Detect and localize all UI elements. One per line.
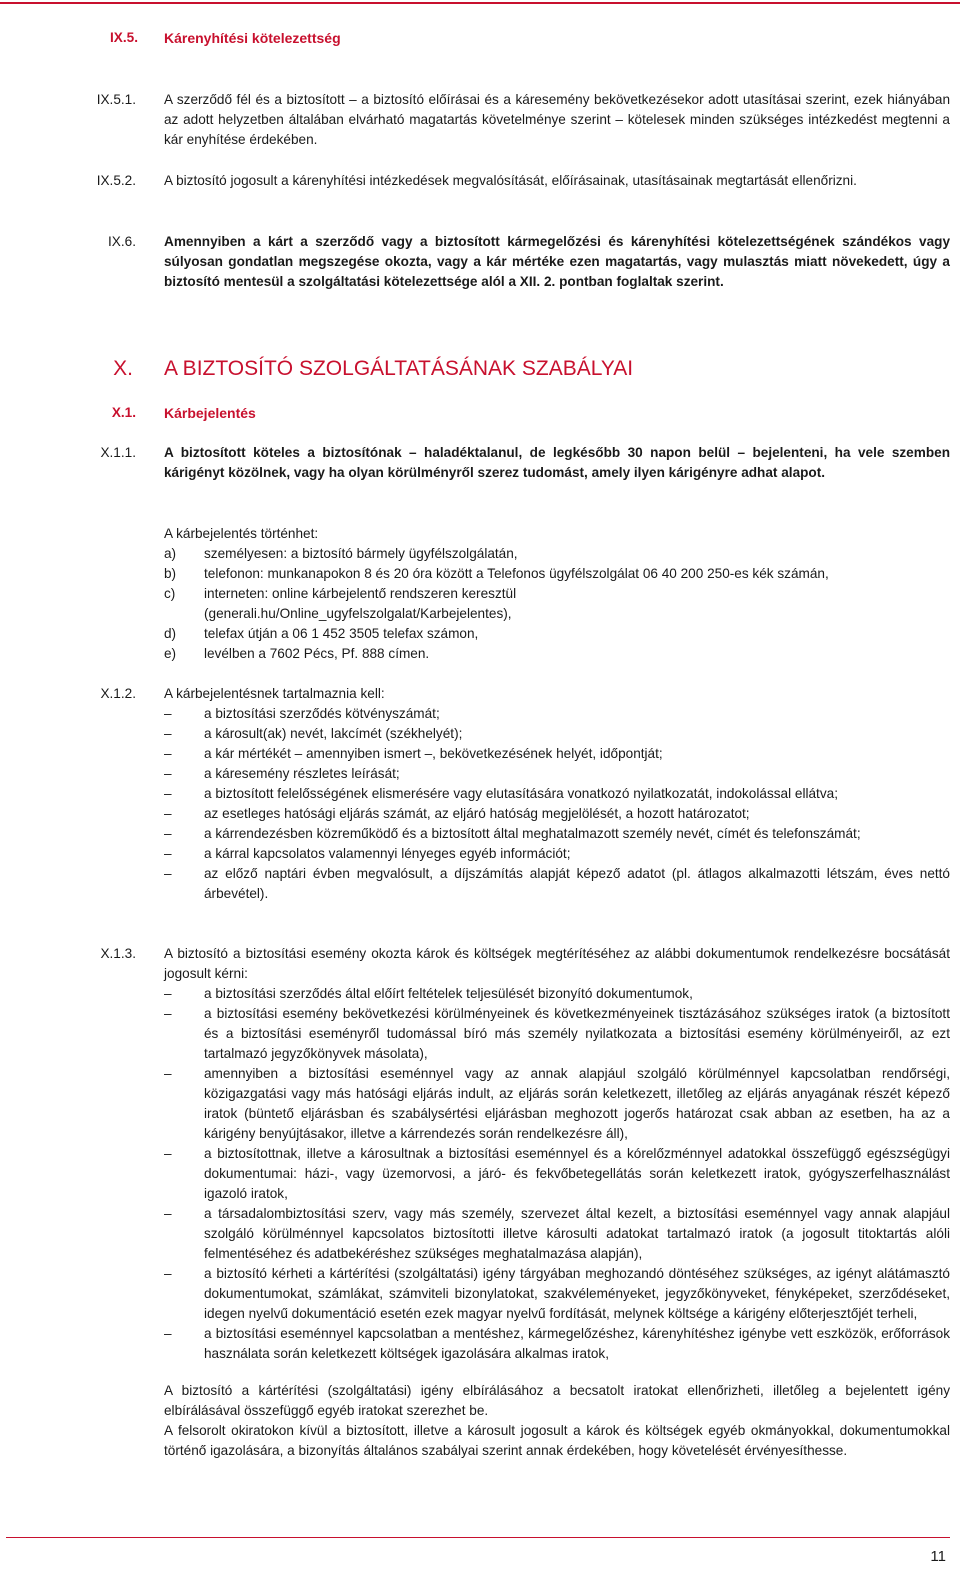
list-item-text: a biztosítási eseménnyel kapcsolatban a mentéshez, kármegelőzéshez, kárenyhítéshez igénybe vett eszközök, erőforrások használata során keletkezett költségek igazolására alkalmas iratok, [204,1326,950,1361]
list-marker: e) [164,646,177,661]
x11-list-intro: A kárbejelentés történhet: [164,526,319,541]
list-item-text: a társadalombiztosítási szerv, vagy más személy, szervezet által kezelt, a biztosítási eseménnyel vagy annak alapjául szolgáló körülménnyel kapcsolatos biztosítotti illetve károsulti adatokat tartalmazó iratok (a jogosult titoktartás alóli felmentéséhez és adatbekéréshez szükséges meghatalmazása alapján), [204,1206,950,1261]
x13-list-intro: A biztosító a biztosítási esemény okozta károk és költségek megtérítéséhez az alábbi dokumentumok rendelkezésre bocsátását jogosult kérni: [164,946,950,981]
list-marker: – [164,1006,172,1021]
list-item-text: amennyiben a biztosítási eseménnyel vagy az annak alapjául szolgáló körülménnyel kapcsolatban rendőrségi, közigazgatási vagy más hatósági eljárás indult, az eljárás során keletkezett, illetőleg az eljárás anyagának részét képező iratok (büntető eljárásban és szabálysértési eljárásban meghozott jogerős határozat csak abban az esetben, ha az a kárigény benyújtásakor, illetve a kárrendezés során rendelkezésre áll), [204,1066,950,1141]
list-item-text: a kár mértékét – amennyiben ismert –, bekövetkezésének helyét, időpontját; [204,746,663,761]
top-rule [0,2,960,4]
para-text-ix51: A szerződő fél és a biztosított – a biztosító előírásai és a káresemény bekövetkezésekor adott utasításai szerint, ezek hiányában az adott helyzetben általában elvárható magatartás követelménye szerint – kötelesek minden szükséges intézkedést megtenni a kár enyhítése érdekében. [164,92,950,147]
list-item [164,844,950,864]
x12-list-intro: A kárbejelentésnek tartalmaznia kell: [164,686,385,701]
list-item-text: a biztosítási szerződés kötvényszámát; [204,706,440,721]
list-item-text: személyesen: a biztosító bármely ügyfélszolgálatán, [204,546,518,561]
section-title-ix5: Kárenyhítési kötelezettség [164,30,341,46]
x13-closing-paragraph-1: A biztosító a kártérítési (szolgáltatási) igény elbírálásához a becsatolt iratokat ellenőrizheti, illetőleg a bejelentett igény elbírálásával összefüggő egyéb iratokat szerezhet be. [164,1383,950,1418]
list-item [164,1204,950,1264]
list-item-text: interneten: online kárbejelentő rendszeren keresztül [204,586,517,601]
list-marker: a) [164,546,177,561]
list-item-text: a kárrendezésben közreműködő és a biztosított által meghatalmazott személy nevét, címét és telefonszámát; [204,826,861,841]
footer-rule [6,1537,950,1538]
list-marker: – [164,1146,172,1161]
list-item-text: a biztosítási szerződés által előírt feltételek teljesülését bizonyító dokumentumok, [204,986,693,1001]
list-marker: – [164,786,172,801]
chapter-number-x: X. [113,357,133,380]
list-item [164,724,950,744]
list-marker: – [164,766,172,781]
section-title-x1: Kárbejelentés [164,405,256,421]
list-marker: – [164,1326,172,1341]
list-item [164,544,950,564]
list-item-text: telefax útján a 06 1 452 3505 telefax számon, [204,626,479,641]
list-marker: b) [164,566,177,581]
list-item [164,1264,950,1324]
list-item-text: a kárral kapcsolatos valamennyi lényeges egyéb információt; [204,846,571,861]
list-item [164,704,950,724]
list-item-text: a káresemény részletes leírását; [204,766,400,781]
list-item [164,624,950,644]
list-item [164,584,950,624]
x13-documents-list [164,984,950,1364]
list-marker: – [164,1206,172,1221]
list-item [164,864,950,904]
list-item-text: a biztosítási esemény bekövetkezési körülményeinek és következményeinek tisztázásához szükséges iratok (a biztosított és a biztosítási eseményről tudomással bíró más személy nyilatkozata a biztosítási esemény körülményeiről, az ezt tartalmazó jegyzőkönyvek másolata), [204,1006,950,1061]
para-number-ix6: IX.6. [108,234,136,249]
list-item [164,784,950,804]
list-marker: – [164,706,172,721]
list-item [164,1004,950,1064]
chapter-title-x: A BIZTOSÍTÓ SZOLGÁLTATÁSÁNAK SZABÁLYAI [164,357,634,380]
list-marker: – [164,986,172,1001]
list-marker: c) [164,586,176,601]
para-text-ix6: Amennyiben a kárt a szerződő vagy a biztosított kármegelőzési és kárenyhítési kötelezettségének szándékos vagy súlyosan gondatlan megszegése okozta, vagy a kár mértéke ezen magatartás, vagy mulasztás miatt növekedett, úgy a biztosító mentesül a szolgáltatási kötelezettsége alól a XII. 2. pontban foglaltak szerint. [164,234,950,289]
section-number-x1: X.1. [111,405,136,420]
para-number-x13: X.1.3. [100,946,136,961]
para-number-x12: X.1.2. [100,686,136,701]
x11-channel-list [164,544,950,664]
para-number-x11: X.1.1. [100,445,136,460]
list-item-text: a biztosított felelősségének elismerésére vagy elutasítására vonatkozó nyilatkozatát, indokolással ellátva; [204,786,838,801]
list-item-text: levélben a 7602 Pécs, Pf. 888 címen. [204,646,430,661]
list-item [164,1324,950,1364]
list-marker: – [164,826,172,841]
para-number-ix51: IX.5.1. [96,92,136,107]
list-marker: – [164,746,172,761]
list-item-text: a biztosítottnak, illetve a károsultnak a biztosítási eseménnyel és a kórelőzménnyel adatokkal összefüggő egészségügyi dokumentumai: házi-, vagy üzemorvosi, a járó- és fekvőbetegellátás során keletkezett iratok, gyógyszerfelhasználást igazoló iratok, [204,1146,950,1201]
list-marker: – [164,1266,172,1281]
list-item [164,1144,950,1204]
list-item-text: a károsult(ak) nevét, lakcímét (székhelyét); [204,726,463,741]
list-item [164,764,950,784]
list-item [164,564,950,584]
para-number-ix52: IX.5.2. [96,173,136,188]
list-marker: – [164,806,172,821]
list-item-text: a biztosító kérheti a kártérítési (szolgáltatási) igény tárgyában meghozandó döntéséhez szükséges, az igényt alátámasztó dokumentumokat, számlákat, számviteli bizonylatokat, szakvéleményeket, jegyzőkönyveket, fényképeket, szerződéseket, idegen nyelvű dokumentáció esetén ezek magyar nyelvű fordítását, melynek költsége a kárigény előterjesztőjét terheli, [204,1266,950,1321]
list-item [164,1064,950,1144]
x12-required-content-list [164,704,950,904]
list-item [164,744,950,764]
para-text-x11: A biztosított köteles a biztosítónak – haladéktalanul, de legkésőbb 30 napon belül – bejelenteni, ha vele szemben kárigényt közölnek, vagy ha olyan körülményről szerez tudomást, amely ilyen kárigényre adhat alapot. [164,445,950,480]
list-item [164,984,950,1004]
list-item [164,804,950,824]
list-item [164,824,950,844]
list-marker: – [164,866,172,881]
list-marker: – [164,726,172,741]
page-number: 11 [930,1548,946,1565]
para-text-ix52: A biztosító jogosult a kárenyhítési intézkedések megvalósítását, előírásainak, utasításainak megtartását ellenőrizni. [164,173,857,188]
list-marker: – [164,1066,172,1081]
list-item-text: telefonon: munkanapokon 8 és 20 óra között a Telefonos ügyfélszolgálat 06 40 200 250-es kék számán, [204,566,829,581]
list-marker: – [164,846,172,861]
online-claim-url: (generali.hu/Online_ugyfelszolgalat/Karbejelentes), [204,606,512,621]
list-item [164,644,950,664]
section-number-ix5: IX.5. [110,30,138,45]
list-item-text: az előző naptári évben megvalósult, a díjszámítás alapját képező adatot (pl. átlagos alkalmazotti létszám, éves nettó árbevétel). [204,866,950,901]
list-marker: d) [164,626,177,641]
x13-closing-paragraph-2: A felsorolt okiratokon kívül a biztosított, illetve a károsult jogosult a károk és költségek egyéb okmányokkal, dokumentumokkal történő igazolására, a bizonyítás általános szabályai szerint annak érdekében, hogy követelését érvényesíthesse. [164,1423,950,1458]
list-item-text: az esetleges hatósági eljárás számát, az eljáró hatóság megjelölését, a hozott határozatot; [204,806,750,821]
